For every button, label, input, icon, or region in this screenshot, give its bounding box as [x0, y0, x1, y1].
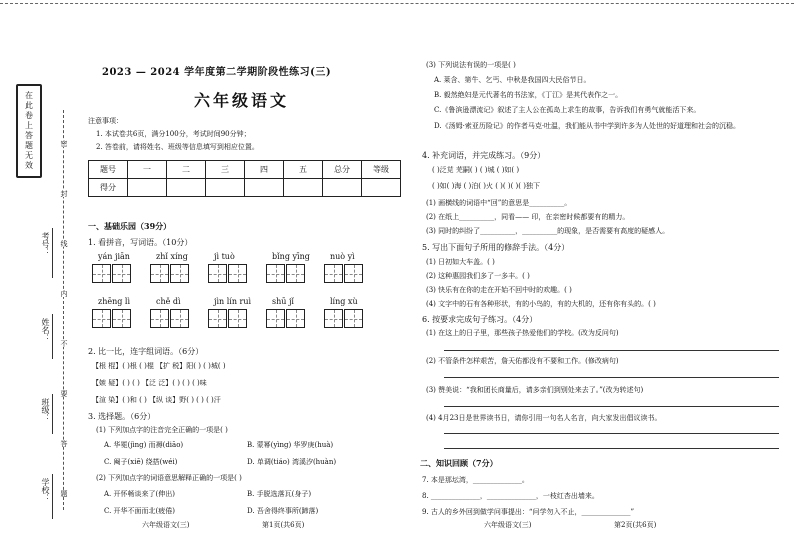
score-table-score-row	[89, 179, 401, 197]
exam-title: 2023 — 2024 学年度第二学期阶段性练习(三)	[102, 67, 332, 78]
question-8: 8. ______________，______________，一枝红杏出墙来。	[422, 492, 599, 500]
question-3: 3. 选择题。（6分）	[88, 412, 156, 421]
pinyin-item	[208, 252, 266, 283]
cut-mark: 内	[60, 290, 68, 297]
class-line	[52, 394, 53, 434]
option[interactable]: A. 莱含、第牛、乞丐、中秋是我国四大民俗节日。	[434, 76, 591, 84]
exam-subtitle: 六年级语文	[194, 91, 290, 110]
question-7: 7. 本是那坛湾，______________。	[422, 476, 529, 484]
score-cell[interactable]	[245, 179, 284, 197]
pinyin-text: nuò yì	[330, 252, 355, 261]
answer-line[interactable]	[444, 406, 779, 407]
page-footer-title: 六年级语文(三)	[484, 521, 532, 529]
pinyin-text: chě dì	[156, 297, 181, 306]
option[interactable]: B. 毅然绝妇是元代著名的书法家，《丁江》是其代表作之一。	[434, 91, 623, 99]
writing-grid[interactable]	[92, 309, 132, 328]
score-cell[interactable]	[323, 179, 362, 197]
question-5: 5. 写出下面句子所用的修辞手法。（4分）	[422, 243, 570, 252]
writing-grid[interactable]	[92, 264, 132, 283]
option[interactable]: C. 开华不面而北(疲倦)	[104, 507, 176, 515]
q2-line: 【根 棍】( )根 ( )棍 【扩 税】阳( ) ( )城( )	[92, 362, 226, 370]
score-cell[interactable]	[206, 179, 245, 197]
cut-line	[63, 110, 64, 510]
q4-row: ( )如( )海 ( )泊( )火 ( )( )( )( )独下	[432, 182, 540, 190]
q2-line: 【渲 染】( )和 ( ) 【纵 谈】野( ) ( ) ( )汗	[92, 396, 221, 404]
notice-item: 2. 答卷前，请将姓名、班级等信息填写到相应位置。	[96, 143, 259, 151]
q5-item: (3) 快乐有在你的走在开始不回中时的欢趣。( )	[426, 286, 572, 294]
q6-item: (1) 在这上的日子里，那些孩子热爱他们的学校。(改为反问句)	[426, 329, 619, 337]
table-cell: 二	[167, 161, 206, 179]
section-1-heading: 一、基础乐园（39分）	[88, 221, 172, 231]
writing-grid[interactable]	[208, 264, 248, 283]
page-number: 第2页(共6页)	[614, 521, 657, 529]
q2-line: 【嫉 疑】( ) ( ) 【泛 泛】( ) ( ) ( )味	[92, 379, 207, 387]
page-1	[82, 0, 407, 549]
school-label: 学校：	[41, 478, 50, 502]
question-9: 9. 古人的乡外回到做学问事提出：“问学勿入不止，______________”	[422, 508, 635, 516]
q6-item: (4) 4月23日是世界读书日，请你引用一句名人名言，向大家发出倡议读书。	[426, 414, 662, 422]
pinyin-text: zhēng lì	[98, 297, 131, 306]
question-3-2: (2) 下列加点字的词语意思解释正确的一项是( )	[96, 474, 242, 482]
answer-line[interactable]	[444, 350, 779, 351]
cut-mark: 线	[60, 240, 68, 247]
table-cell: 三	[206, 161, 245, 179]
question-1: 1. 看拼音，写词语。（10分）	[88, 238, 193, 247]
option[interactable]: D. 吾舍得终事所(蹄落)	[247, 507, 319, 515]
exam-no-label: 考号：	[41, 232, 50, 256]
answer-line[interactable]	[444, 433, 779, 434]
pinyin-item	[150, 297, 208, 328]
class-label: 班级：	[41, 398, 50, 422]
answer-line[interactable]	[444, 377, 779, 378]
table-cell: 得分	[89, 179, 128, 197]
q4-item: (1) 画横线的词语中“回”的意思是__________。	[426, 199, 572, 207]
option[interactable]: B. 手脱选落瓦(身子)	[247, 490, 312, 498]
pinyin-item	[324, 297, 382, 328]
question-3-1: (1) 下列加点字的注音完全正确的一项是( )	[96, 426, 228, 434]
writing-grid[interactable]	[324, 309, 364, 328]
page-number: 第1页(共6页)	[262, 521, 305, 529]
page-footer-title: 六年级语文(三)	[142, 521, 190, 529]
option[interactable]: A. 华冕(jìng) 而褥(diāo)	[104, 441, 184, 449]
score-cell[interactable]	[362, 179, 401, 197]
table-cell: 等级	[362, 161, 401, 179]
question-2: 2. 比一比，连字组词语。（6分）	[88, 347, 204, 356]
table-cell: 一	[128, 161, 167, 179]
score-table	[88, 160, 401, 197]
answer-line[interactable]	[444, 448, 779, 449]
option[interactable]: D.《汤姆·索亚历险记》的作者马克·吐温，我们能从书中学到许多为人处世的好道理和社会的沉稳。	[434, 122, 741, 130]
q5-item: (2) 这种惠园我们多了一多丰。( )	[426, 272, 530, 280]
cut-mark: 要	[60, 390, 68, 397]
pinyin-text: zhǐ xíng	[156, 252, 188, 261]
pinyin-text: yán jiān	[98, 252, 130, 261]
pinyin-text: jìn lín ruì	[214, 297, 252, 306]
notice-item: 1. 本试卷共6页，满分100分，考试时间90分钟；	[96, 130, 251, 138]
binding-strip	[0, 0, 80, 549]
pinyin-item	[266, 252, 324, 283]
page-2	[414, 0, 786, 549]
score-cell[interactable]	[128, 179, 167, 197]
writing-grid[interactable]	[150, 309, 190, 328]
pinyin-row-2	[92, 297, 382, 328]
pinyin-item	[266, 297, 324, 328]
pinyin-text: líng xù	[330, 297, 358, 306]
option[interactable]: B. 蒙幂(yìng) 华罗庚(huà)	[247, 441, 334, 449]
cut-mark: 不	[60, 340, 68, 347]
option[interactable]: D. 单调(tiáo) 湾溪汐(huàn)	[247, 458, 337, 466]
option[interactable]: C.《鲁滨逊漂流记》叙述了主人公在孤岛上求生的故事，告诉我们有勇气就能活下来。	[434, 106, 701, 114]
pinyin-item	[92, 252, 150, 283]
q6-item: (3) 赞美说：“我和团长商量后，请多亲们到别处来去了。”(改为转述句)	[426, 386, 644, 394]
score-table-header-row	[89, 161, 401, 179]
name-line	[52, 314, 53, 359]
q5-item: (1) 日初如大车盖。( )	[426, 258, 495, 266]
question-6: 6. 按要求完成句子练习。（4分）	[422, 315, 538, 324]
option[interactable]: A. 开怀畅谈来了(伸出)	[104, 490, 175, 498]
table-cell: 题号	[89, 161, 128, 179]
pinyin-item	[324, 252, 382, 283]
cut-mark: 封	[60, 190, 68, 197]
q6-item: (2) 不管条件怎样艰苦，詹天佑都没有不要和工作。(修改病句)	[426, 357, 619, 365]
seal-box	[16, 84, 42, 178]
cut-mark: 题	[60, 490, 68, 497]
name-label: 姓名：	[41, 318, 50, 342]
pinyin-item	[92, 297, 150, 328]
q4-item: (2) 在纸上__________，同看—— 印，在亲密时候都要有的精力。	[426, 213, 630, 221]
pinyin-item	[150, 252, 208, 283]
score-cell[interactable]	[167, 179, 206, 197]
q5-item: (4) 文字中的石有各种形状，有的小鸟的，有的大机的，还有你有头的。( )	[426, 300, 656, 308]
writing-grid[interactable]	[266, 309, 306, 328]
writing-grid[interactable]	[208, 309, 248, 328]
writing-grid[interactable]	[266, 264, 306, 283]
cut-mark: 答	[60, 440, 68, 447]
cut-mark: 密	[60, 140, 68, 147]
question-3-3: (3) 下列说法有误的一项是( )	[426, 61, 516, 69]
question-4: 4. 补充词语，并完成练习。（9分）	[422, 151, 546, 160]
writing-grid[interactable]	[150, 264, 190, 283]
pinyin-text: bǐng yīng	[272, 252, 310, 261]
pinyin-text: jì tuò	[214, 252, 235, 261]
seal-text: 在此卷上答题无效	[24, 91, 34, 171]
pinyin-text: shū jǐ	[272, 297, 294, 306]
q4-row: ( )泛苋 芜嗣( ) ( )城 ( )如( )	[432, 166, 520, 174]
pinyin-row-1	[92, 252, 382, 283]
table-cell: 总分	[323, 161, 362, 179]
table-cell: 四	[245, 161, 284, 179]
section-2-heading: 二、知识回顾（7分）	[420, 458, 498, 468]
writing-grid[interactable]	[324, 264, 364, 283]
notice-heading: 注意事项：	[88, 117, 123, 125]
q4-item: (3) 同时的纠纷了__________，__________的现象，是否需要有高度的疑感人。	[426, 227, 670, 235]
option[interactable]: C. 阉子(xiē) 绕搭(wéi)	[104, 458, 178, 466]
school-line	[52, 474, 53, 519]
table-cell: 五	[284, 161, 323, 179]
exam-no-line	[52, 228, 53, 278]
pinyin-item	[208, 297, 266, 328]
score-cell[interactable]	[284, 179, 323, 197]
